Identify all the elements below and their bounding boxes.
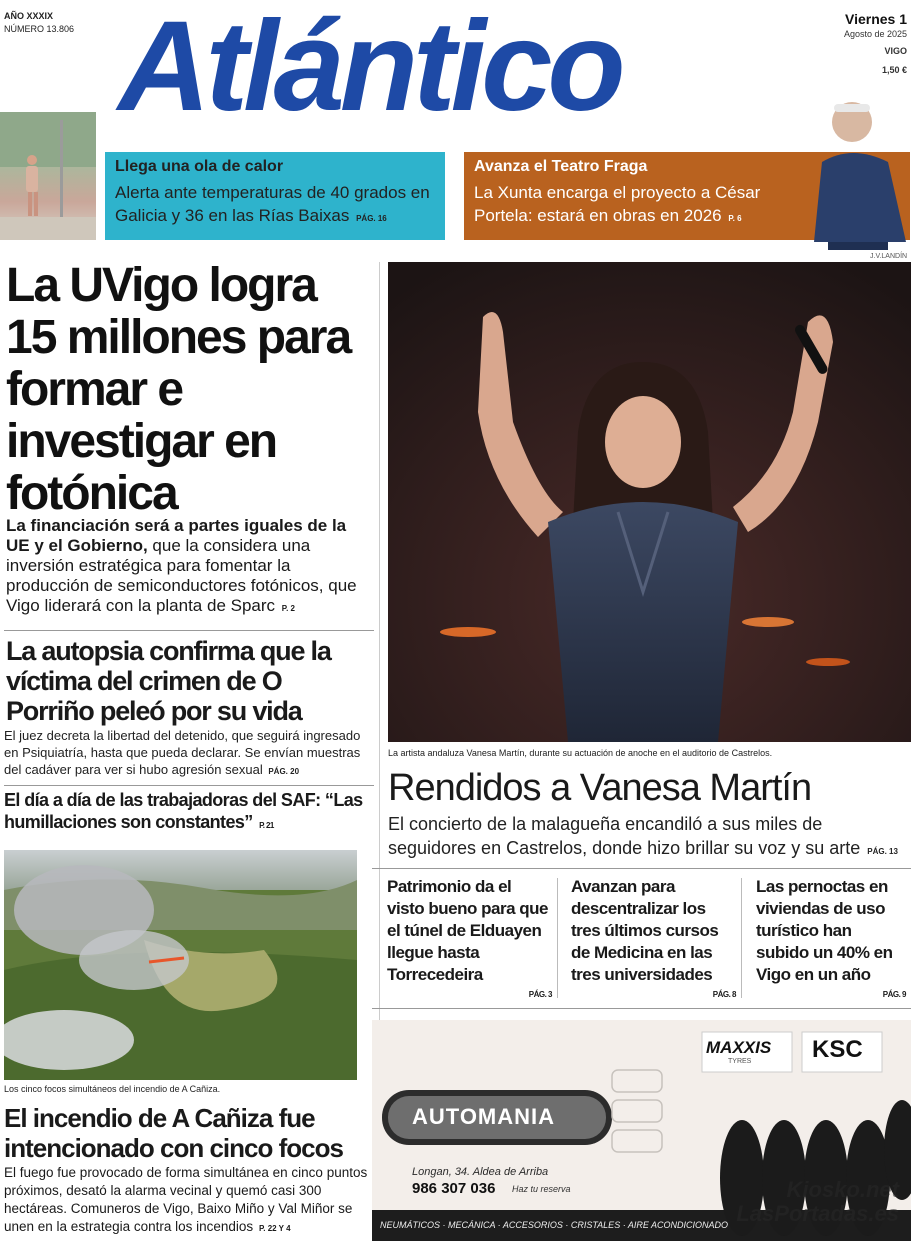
issue-day: Viernes 1 (844, 11, 907, 27)
issue-date: Agosto de 2025 (843, 29, 907, 39)
heatwave-photo (0, 112, 96, 240)
main-lead-bold: La financiación será a partes iguales de la UE y el Gobierno, (6, 516, 347, 555)
ad-services: NEUMÁTICOS · MECÁNICA · ACCESORIOS · CRISTALES · AIRE ACONDICIONADO (380, 1220, 729, 1230)
story-autopsia-body: El juez decreta la libertad del detenido, que seguirá ingresado en Psiquiatría, hasta que pueda declarar. Se envían muestras del cadáver para ver si hubo agresión sexual PÁG. 20 (4, 728, 361, 777)
architect-photo (808, 92, 911, 250)
ad-address: Longan, 34. Aldea de Arriba (412, 1166, 549, 1178)
brief-medicina[interactable]: Avanzan para descentralizar los tres últimos cursos de Medicina en las tres universidades PÁG. 8 (571, 876, 736, 986)
page-ref: PÁG. 13 (867, 847, 898, 856)
issue-price: 1,50 € (881, 65, 907, 75)
year-label: AÑO XXXIX (4, 11, 54, 21)
main-headline[interactable]: La UVigo logra 15 millones para formar e investigar en fotónica (6, 259, 351, 520)
heatwave-photo-illustration (0, 112, 96, 240)
page-ref: PÁG. 20 (268, 767, 300, 776)
page-ref: P. 21 (259, 821, 274, 830)
main-lead-text: que la considera una inversión estratégica para fomentar la producción de semiconductores fotónicos, que Vigo liderará con la planta de Sparc (6, 536, 357, 615)
ad-brand: AUTOMANIA (412, 1104, 556, 1129)
brief-separator (741, 878, 742, 998)
story-incendio-headline[interactable]: El incendio de A Cañiza fue intencionado con cinco focos (4, 1103, 343, 1163)
concert-caption: La artista andaluza Vanesa Martín, durante su actuación de anoche en el auditorio de Castrelos. (388, 748, 773, 758)
divider (372, 1008, 911, 1009)
feature-headline[interactable]: Rendidos a Vanesa Martín (388, 767, 812, 809)
brief-separator (557, 878, 558, 998)
page-ref: PÁG. 8 (712, 990, 736, 999)
wildfire-illustration (4, 850, 357, 1080)
wildfire-photo (4, 850, 357, 1080)
page-ref: P. 22 Y 4 (258, 1224, 291, 1233)
ad-partner-logo: KSC (812, 1036, 863, 1063)
story-incendio-body: El fuego fue provocado de forma simultánea en cinco puntos próximos, desató la alarma vecinal y quemó casi 300 hectáreas. Comuneros de Vigo, Baixo Miño y Val Miñor se unen en la estrategia contra los incendios P. 22 Y 4 (4, 1165, 368, 1234)
architect-illustration (808, 92, 911, 250)
ad-slogan: Haz tu reserva (512, 1184, 571, 1194)
newspaper-logo: Atlántico (118, 0, 621, 138)
main-lead (6, 516, 371, 619)
watermark: Kiosko.net LasPortadas.es (736, 1177, 899, 1226)
teaser-text: Alerta ante temperaturas de 40 grados en Galicia y 36 en las Rías Baixas PÁG. 16 (115, 183, 430, 225)
teaser-text: La Xunta encarga el proyecto a César Portela: estará en obras en 2026 P. 6 (474, 183, 761, 225)
teaser-heatwave[interactable] (105, 152, 445, 240)
divider (4, 785, 374, 786)
brief-elduayen[interactable]: Patrimonio da el visto bueno para que el túnel de Elduayen llegue hasta Torrecedeira PÁG. 3 (387, 876, 552, 986)
masthead-meta-left (4, 10, 74, 36)
brief-pernoctas[interactable]: Las pernoctas en viviendas de uso turístico han subido un 40% en Vigo en un año PÁG. 9 (756, 876, 906, 986)
edition-city: VIGO (884, 46, 907, 56)
ad-tire-brand: MAXXIS (706, 1038, 772, 1057)
teaser-title: Llega una ola de calor (115, 158, 284, 175)
story-saf-headline[interactable]: El día a día de las trabajadoras del SAF: “Las humillaciones son constantes” P. 21 (4, 790, 363, 832)
issue-number: NÚMERO 13.806 (4, 24, 75, 34)
singer-illustration (388, 262, 911, 742)
page-ref: P. 2 (281, 604, 295, 613)
page-ref: PÁG. 9 (882, 990, 906, 999)
masthead-meta-right (844, 10, 907, 77)
teaser-title: Avanza el Teatro Fraga (474, 158, 648, 175)
story-autopsia-headline[interactable]: La autopsia confirma que la víctima del crimen de O Porriño peleó por su vida (6, 636, 331, 726)
wildfire-caption: Los cinco focos simultáneos del incendio de A Cañiza. (4, 1084, 221, 1094)
feature-sub: El concierto de la malagueña encandiló a sus miles de seguidores en Castrelos, donde hizo brillar su voz y su arte PÁG. 13 (388, 814, 898, 858)
divider (4, 630, 374, 631)
divider (372, 868, 911, 869)
ad-tire-sub: TYRES (728, 1058, 752, 1065)
photo-credit: J.V.LANDÍN (870, 253, 908, 260)
page-ref: PÁG. 3 (528, 990, 552, 999)
ad-phone: 986 307 036 (412, 1180, 496, 1197)
concert-photo (388, 262, 911, 742)
